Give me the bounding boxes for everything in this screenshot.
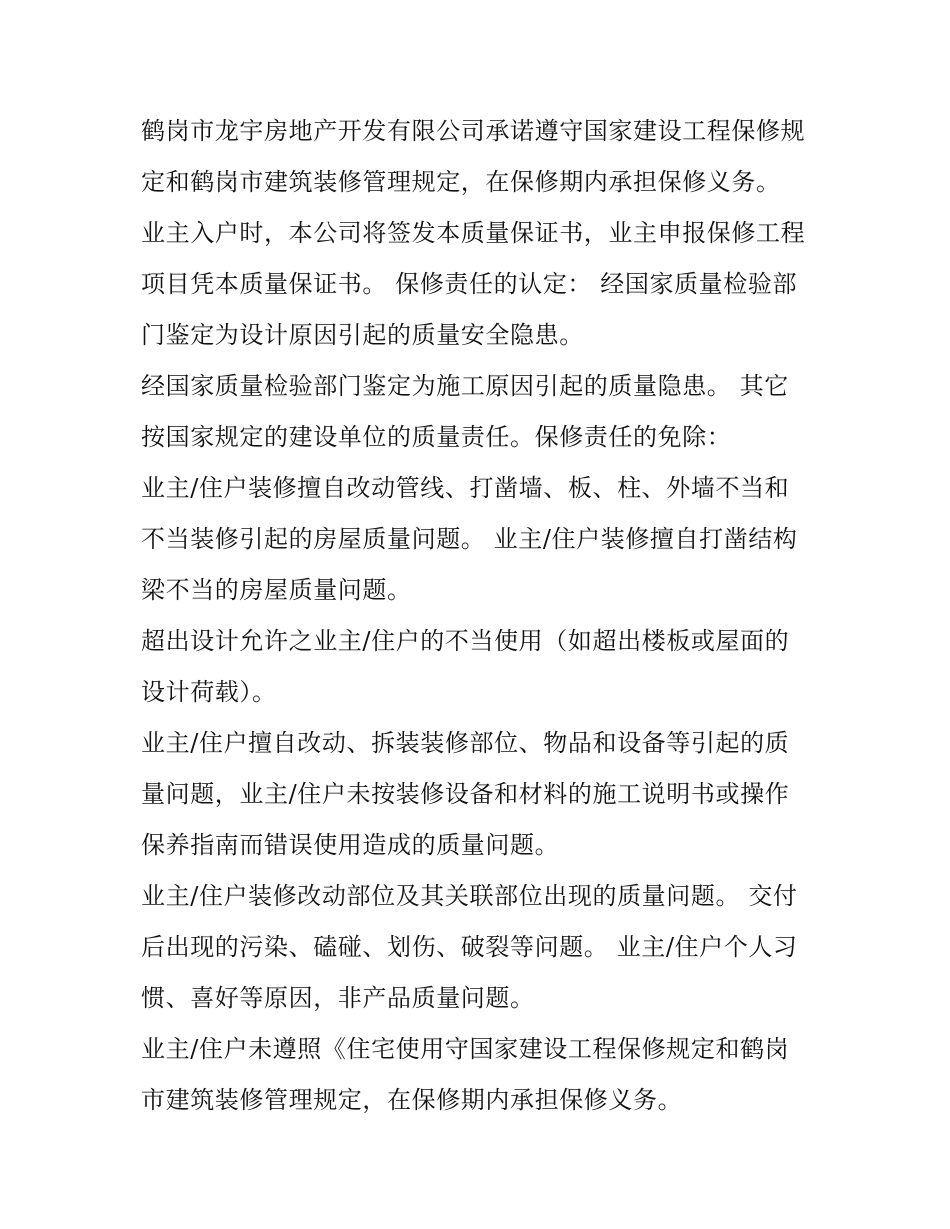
paragraph-construction-defects xyxy=(141,361,821,463)
text-line: 按国家规定的建设单位的质量责任。保修责任的免除： xyxy=(141,423,732,451)
text-line: 惯、喜好等原因，非产品质量问题。 xyxy=(141,984,535,1012)
text-line: 后出现的污染、磕碰、划伤、破裂等问题。 业主/住户个人习 xyxy=(141,933,798,961)
text-line: 保养指南而错误使用造成的质量问题。 xyxy=(141,831,560,859)
paragraph-improper-use xyxy=(141,616,821,718)
text-line: 超出设计允许之业主/住户的不当使用（如超出楼板或屋面的 xyxy=(141,627,790,655)
paragraph-equipment-misuse xyxy=(141,718,821,871)
text-line: 业主/住户擅自改动、拆装装修部位、物品和设备等引起的质 xyxy=(141,729,790,757)
text-line: 业主/住户装修擅自改动管线、打凿墙、板、柱、外墙不当和 xyxy=(141,474,790,502)
text-line: 梁不当的房屋质量问题。 xyxy=(141,576,412,604)
paragraph-usage-guide xyxy=(141,1024,821,1126)
text-line: 设计荷载）。 xyxy=(141,678,277,706)
text-line: 业主/住户装修改动部位及其关联部位出现的质量问题。 交付 xyxy=(141,882,798,910)
paragraph-unauthorized-renovation xyxy=(141,463,821,616)
text-line: 业主/住户未遵照《住宅使用守国家建设工程保修规定和鹤岗 xyxy=(141,1035,790,1063)
text-line: 鹤岗市龙宇房地产开发有限公司承诺遵守国家建设工程保修规 xyxy=(141,117,806,145)
document-body xyxy=(141,106,821,1126)
text-line: 量问题，业主/住户未按装修设备和材料的施工说明书或操作 xyxy=(141,780,790,808)
text-line: 业主入户时，本公司将签发本质量保证书，业主申报保修工程 xyxy=(141,219,806,247)
text-line: 经国家质量检验部门鉴定为施工原因引起的质量隐患。 其它 xyxy=(141,372,789,400)
paragraph-warranty-commitment xyxy=(141,106,821,208)
text-line: 不当装修引起的房屋质量问题。 业主/住户装修擅自打凿结构 xyxy=(141,525,798,553)
paragraph-certificate-issuance xyxy=(141,208,821,361)
text-line: 项目凭本质量保证书。 保修责任的认定： 经国家质量检验部 xyxy=(141,270,798,298)
paragraph-post-delivery-damage xyxy=(141,871,821,1024)
text-line: 市建筑装修管理规定，在保修期内承担保修义务。 xyxy=(141,1086,683,1114)
text-line: 定和鹤岗市建筑装修管理规定，在保修期内承担保修义务。 xyxy=(141,168,781,196)
text-line: 门鉴定为设计原因引起的质量安全隐患。 xyxy=(141,321,584,349)
